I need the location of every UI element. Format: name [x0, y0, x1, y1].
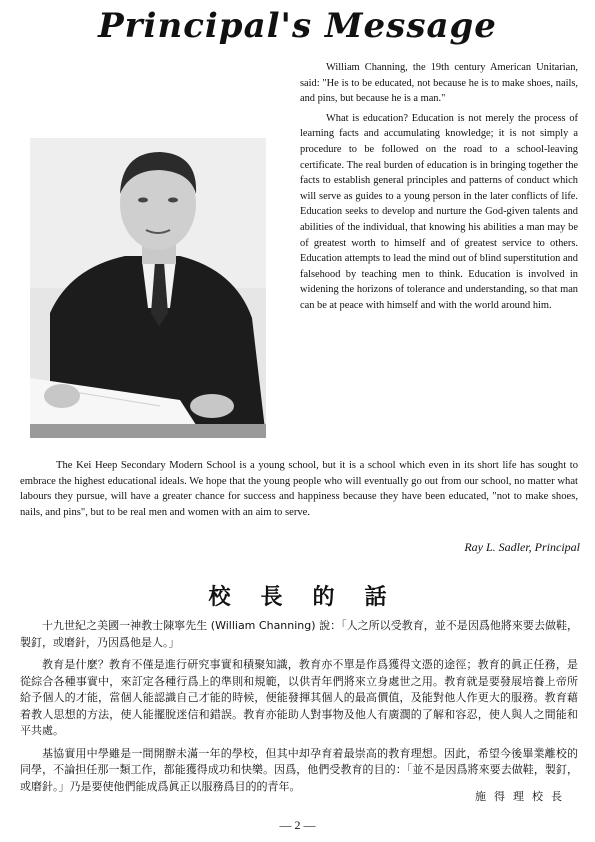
channing-quote-paragraph: William Channing, the 19th century American Unitarian, said: "He is to be educated, not because he is to make shoes, nails, and pins, but because he is a man.": [300, 62, 578, 105]
page-number: — 2 —: [279, 818, 316, 832]
closing-section: [20, 458, 578, 520]
chinese-signature: 施得理校長: [475, 790, 570, 803]
chinese-message: [20, 618, 578, 801]
education-paragraph: What is education? Education is not merely the process of learning facts and accumulating knowledge; it is not simply a procedure to be followed on the road to a school-leaving certificate. The real burden of education is in bringing together the facts to establish general principles and patterns of conduct which will serve as guides to a young person in the later conflicts of life. Education seeks to develop and nurture the God-given talents and abilities of the individual, that knowing his abilities a man may be of greatest worth to himself and of greatest service to others. Education attempts to lead the mind out of blind superstitution and falsehood by teaching men to think. Education is involved in widening the horizons of tolerance and understanding, so that man can be at peace with himself and with the world around him.: [300, 112, 578, 311]
chinese-title: 校長的話: [208, 585, 417, 610]
principal-portrait-photo: [30, 138, 266, 438]
principal-signature: Ray L. Sadler, Principal: [464, 540, 580, 554]
chinese-paragraph: 十九世紀之美國一神教士陳寧先生 (William Channing) 說：「人之所以受教育，並不是因爲他將來要去做鞋，製釘，或磨針，乃因爲他是人。」: [20, 619, 578, 649]
portrait-photo-icon: [30, 138, 266, 438]
closing-paragraph: The Kei Heep Secondary Modern School is a young school, but it is a school which even in its short life has sought to embrace the highest educational ideals. We hope that the young people who will eventually go out from our school, no matter what labours they pursue, will have a greater chance for success and happiness because they have been educated, "not to make shoes, nails, and pins", but to be real men and women with an aim to serve.: [20, 460, 578, 518]
message-column: [300, 60, 578, 318]
chinese-paragraph: 教育是什麼？教育不僅是進行研究事實和積聚知識，教育亦不單是作爲獲得文憑的途徑；教育的眞正任務，是從綜合各種事實中，來訂定各種行爲上的準則和規範，以供青年們將來立身處世之用。教育就是要發展培養上帝所給予個人的才能，當個人能認識自己才能的時候，便能發揮其個人的最高價值，及能對他人作更大的服務。教育藉着教人思想的方法，使人能擺脫迷信和錯誤。教育亦能助人對事物及他人有廣濶的了解和容忍，使人與人之間能和平共處。: [20, 658, 578, 737]
page-title: Principal's Message: [98, 6, 497, 46]
chinese-paragraph: 基協實用中學雖是一間開辦未滿一年的學校，但其中却孕育着最崇高的教育理想。因此，希望今後畢業離校的同學，不論担任那一類工作，都能獲得成功和快樂。因爲，他們受教育的目的：「並不是因爲將來要去做鞋，製釘，或磨針。」乃是要使他們能成爲眞正以服務爲目的的青年。: [20, 746, 578, 793]
